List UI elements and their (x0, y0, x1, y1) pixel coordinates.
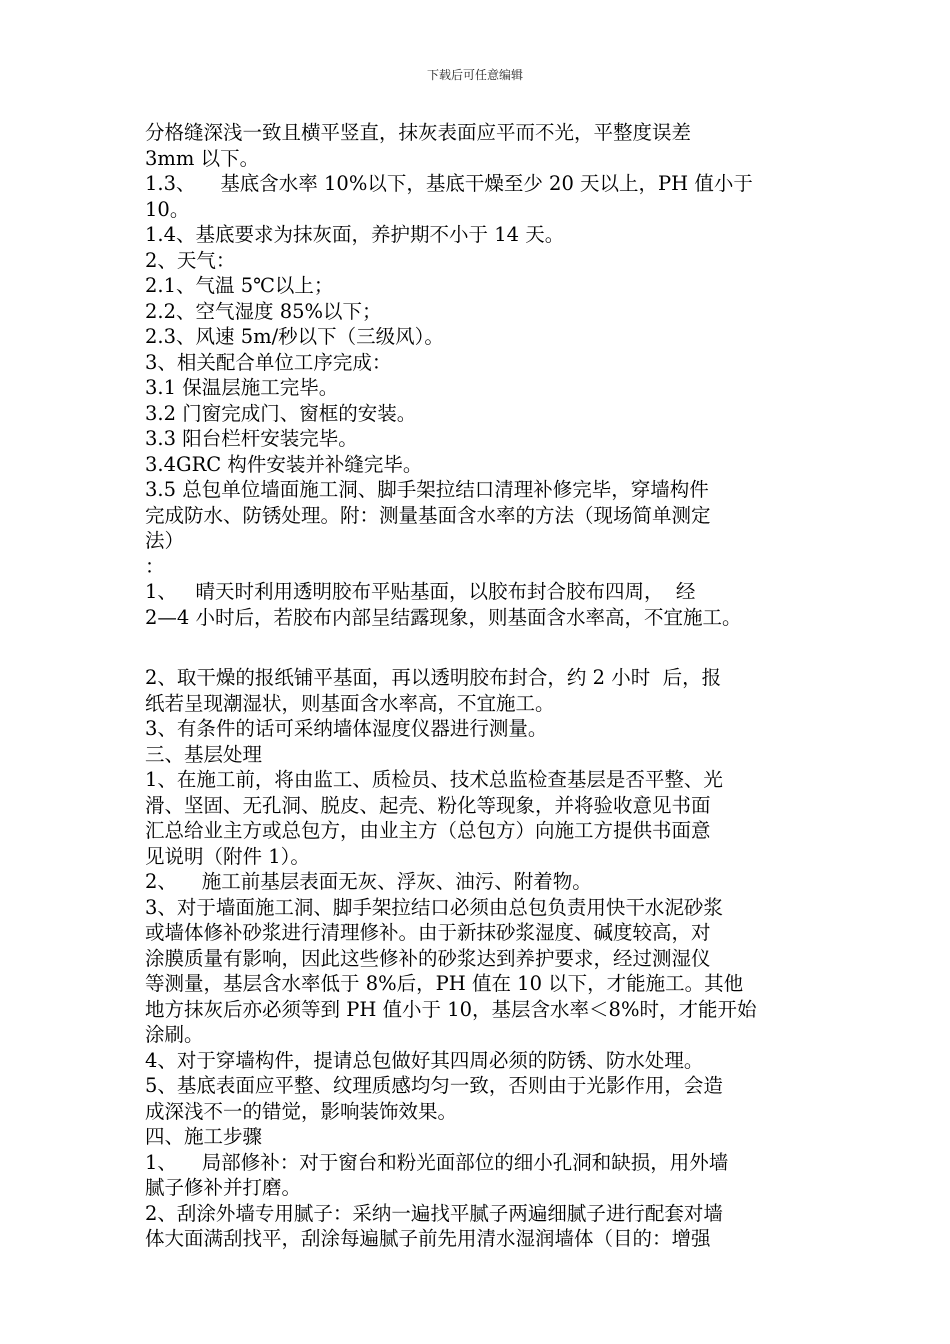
text-line: ： (145, 554, 165, 578)
text-line: 分格缝深浅一致且横平竖直，抹灰表面应平而不光，平整度误差 (145, 121, 692, 144)
text-line: 5、基底表面应平整、纹理质感均匀一致，否则由于光影作用，会造 (145, 1074, 723, 1097)
text-line: 3.3 阳台栏杆安装完毕。 (145, 427, 358, 450)
text-line: 1、 局部修补：对于窗台和粉光面部位的细小孔洞和缺损，用外墙 (145, 1150, 729, 1174)
text-line: 3、相关配合单位工序完成： (145, 350, 392, 374)
text-line: 2、刮涂外墙专用腻子：采纳一遍找平腻子两遍细腻子进行配套对墙 (145, 1201, 723, 1225)
text-line: 3mm 以下。 (145, 146, 260, 170)
text-line: 1、在施工前，将由监工、质检员、技术总监检查基层是否平整、光 (145, 768, 723, 791)
text-line: 成深浅不一的错觉，影响装饰效果。 (145, 1099, 458, 1123)
text-line: 4、对于穿墙构件，提请总包做好其四周必须的防锈、防水处理。 (145, 1048, 704, 1072)
text-line: 2.3、风速 5m/秒以下（三级风）。 (145, 325, 444, 348)
text-line: 三、基层处理 (145, 742, 263, 766)
text-line: 10。 (145, 197, 190, 221)
text-line: 3、有条件的话可采纳墙体湿度仪器进行测量。 (145, 717, 548, 740)
text-line: 2、取干燥的报纸铺平基面，再以透明胶布封合，约 2 小时 后，报 (145, 666, 722, 689)
document-body (145, 120, 825, 1252)
text-line: 等测量，基层含水率低于 8%后，PH 值在 10 以下，才能施工。其他 (145, 972, 744, 995)
text-line: 2.1、气温 5℃以上； (145, 274, 334, 297)
text-line: 法） (145, 529, 185, 552)
text-line: 3.4GRC 构件安装并补缝完毕。 (145, 452, 423, 476)
text-line: 体大面满刮找平，刮涂每遍腻子前先用清水湿润墙体（目的：增强 (145, 1227, 711, 1250)
text-line: 四、施工步骤 (145, 1125, 263, 1148)
text-line (145, 630, 825, 665)
text-line: 2—4 小时后，若胶布内部呈结露现象，则基面含水率高，不宜施工。 (145, 605, 742, 629)
text-line: 纸若呈现潮湿状，则基面含水率高，不宜施工。 (145, 691, 555, 715)
text-line: 3.1 保温层施工完毕。 (145, 376, 339, 399)
text-line: 3.2 门窗完成门、窗框的安装。 (145, 401, 417, 425)
text-line: 2.2、空气湿度 85%以下； (145, 299, 382, 323)
text-line: 2、 施工前基层表面无灰、浮灰、油污、附着物。 (145, 870, 592, 893)
text-line: 3、对于墙面施工洞、脚手架拉结口必须由总包负责用快干水泥砂浆 (145, 895, 723, 919)
text-line: 地方抹灰后亦必须等到 PH 值小于 10，基层含水率＜8%时，才能开始 (145, 997, 757, 1021)
text-line: 滑、坚固、无孔洞、脱皮、起壳、粉化等现象，并将验收意见书面 (145, 793, 711, 817)
text-line: 2、天气： (145, 248, 236, 272)
text-line: 涂膜质量有影响，因此这些修补的砂浆达到养护要求，经过测湿仪 (145, 946, 711, 970)
text-line: 涂刷。 (145, 1023, 204, 1046)
text-line: 1.4、基底要求为抹灰面，养护期不小于 14 天。 (145, 223, 565, 246)
text-line: 或墙体修补砂浆进行清理修补。由于新抹砂浆湿度、碱度较高，对 (145, 921, 711, 944)
text-line: 见说明（附件 1）。 (145, 844, 310, 868)
text-line: 1.3、 基底含水率 10%以下，基底干燥至少 20 天以上，PH 值小于 (145, 172, 753, 195)
page-header: 下载后可任意编辑 (426, 68, 523, 82)
text-line: 完成防水、防锈处理。附：测量基面含水率的方法（现场简单测定 (145, 503, 711, 527)
text-line: 腻子修补并打磨。 (145, 1176, 302, 1199)
text-line: 3.5 总包单位墙面施工洞、脚手架拉结口清理补修完毕，穿墙构件 (145, 478, 709, 501)
text-line: 汇总给业主方或总包方，由业主方（总包方）向施工方提供书面意 (145, 819, 711, 842)
text-line: 1、 晴天时利用透明胶布平贴基面，以胶布封合胶布四周， 经 (145, 580, 696, 603)
